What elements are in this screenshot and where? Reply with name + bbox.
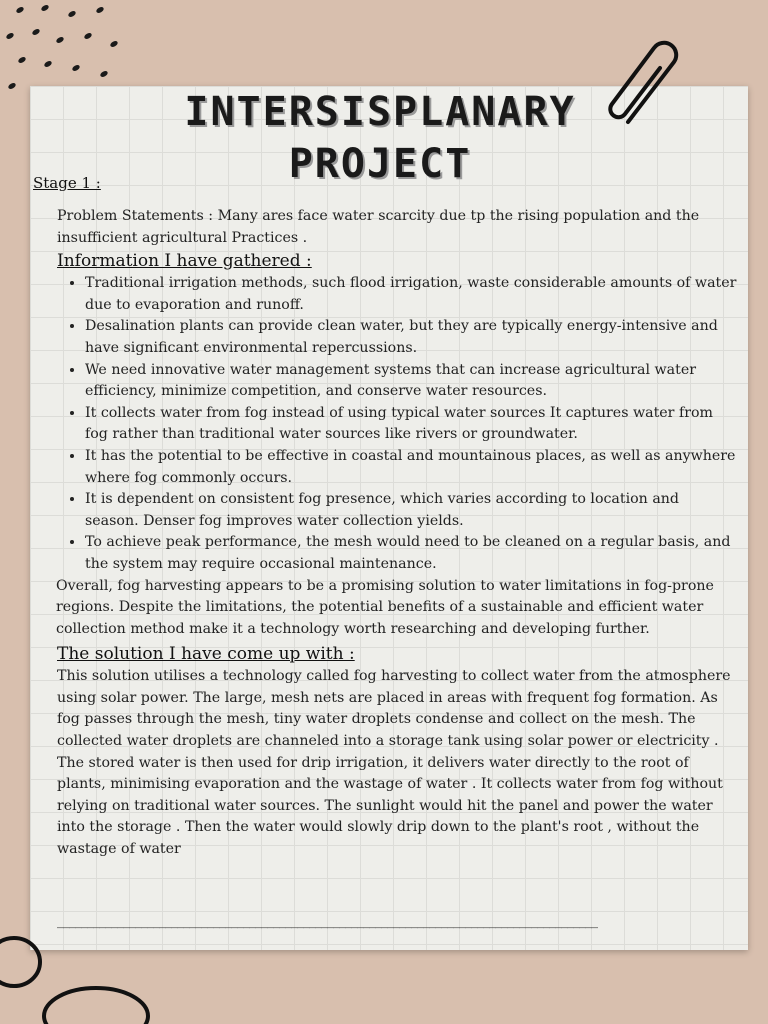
solution-heading: The solution I have come up with : <box>57 644 355 665</box>
main-content <box>57 206 737 861</box>
problem-statement: Problem Statements : Many ares face water scarcity due tp the rising population and the insufficient agricultural Practices . <box>57 208 700 246</box>
list-item: • It is dependent on consistent fog presence, which varies according to location and season. Denser fog improves water collection yields. <box>85 489 737 532</box>
info-list <box>57 273 737 575</box>
stage-label: Stage 1 : <box>33 174 101 192</box>
list-item: • We need innovative water management systems that can increase agricultural water efficiency, minimize competition, and conserve water resources. <box>85 360 737 403</box>
divider-line: __________________________________________________________________________________________ <box>57 913 597 929</box>
paperclip-icon <box>598 38 690 130</box>
list-item: • Desalination plants can provide clean water, but they are typically energy-intensive and have significant environmental repercussions. <box>85 316 737 359</box>
info-heading: Information I have gathered : <box>57 251 312 272</box>
list-item: • It has the potential to be effective in coastal and mountainous places, as well as anywhere where fog commonly occurs. <box>85 446 737 489</box>
circle-doodles <box>0 930 180 1024</box>
list-item: • It collects water from fog instead of using typical water sources It captures water from fog rather than traditional water sources like rivers or groundwater. <box>85 403 737 446</box>
page-title: INTERSISPLANARY PROJECT <box>184 89 576 187</box>
solution-paragraph: This solution utilises a technology called fog harvesting to collect water from the atmosphere using solar power. The large, mesh nets are placed in areas with frequent fog formation. As fog passes through the mesh, tiny water droplets condense and collect on the mesh. The collected water droplets are channeled into a storage tank using solar power or electricity . The stored water is then used for drip irrigation, it delivers water directly to the root of plants, minimising evaporation and the wastage of water . It collects water from fog without relying on traditional water sources. The sunlight would hit the panel and power the water into the storage . Then the water would slowly drip down to the plant's root , without the wastage of water <box>57 668 731 858</box>
overall-paragraph: Overall, fog harvesting appears to be a promising solution to water limitations in fog-prone regions. Despite the limitations, the potential benefits of a sustainable and efficient water collection method make it a technology worth researching and developing further. <box>56 577 714 637</box>
list-item: • Traditional irrigation methods, such flood irrigation, waste considerable amounts of water due to evaporation and runoff. <box>85 273 737 316</box>
list-item: • To achieve peak performance, the mesh would need to be cleaned on a regular basis, and the system may require occasional maintenance. <box>85 532 737 575</box>
